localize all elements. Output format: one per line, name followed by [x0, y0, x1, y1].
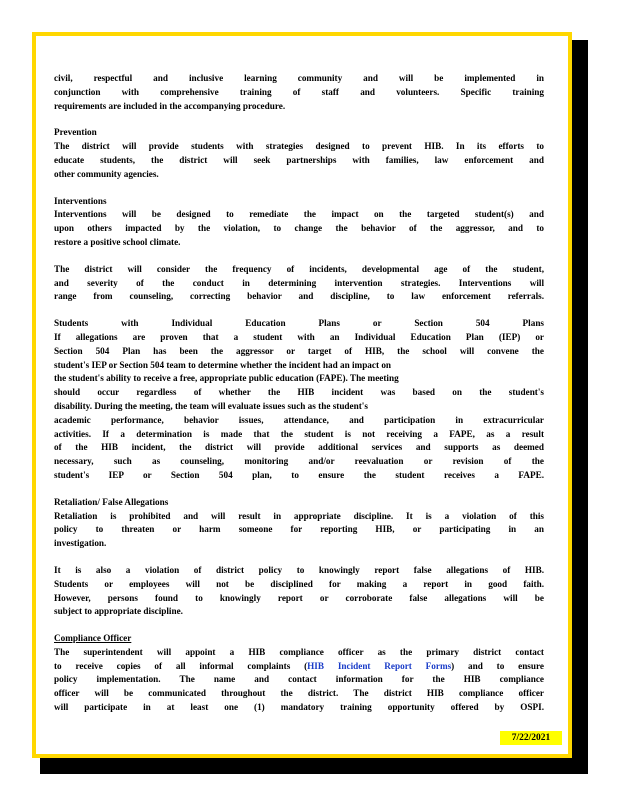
iep-section	[54, 317, 544, 483]
text-line: officer will be communicated throughout the district. The district HIB compliance officer	[54, 688, 544, 699]
text-line: educate students, the district will seek partnerships with families, law enforcement and	[54, 154, 544, 165]
frequency-paragraph	[54, 263, 544, 304]
prevention-section	[54, 126, 544, 181]
text-line: policy to threaten or harm someone for reporting HIB, or participating in an	[54, 524, 544, 535]
text-line: The district will consider the frequency of incidents, developmental age of the student,	[54, 263, 544, 274]
text-line: Retaliation is prohibited and will result in appropriate discipline. It is a violation of this	[54, 510, 544, 521]
text-line: should occur regardless of whether the HIB incident was based on the student's	[54, 387, 544, 398]
text-line: The superintendent will appoint a HIB compliance officer as the primary district contact	[54, 646, 544, 657]
text-line: If allegations are proven that a student with an Individual Education Plan (IEP) or	[54, 331, 544, 342]
text-fragment: ) and to ensure	[451, 660, 544, 671]
text-line: the student's ability to receive a free, appropriate public education (FAPE). The meeting	[54, 373, 399, 384]
text-line: Interventions will be designed to remediate the impact on the targeted student(s) and	[54, 209, 544, 220]
text-line: The district will provide students with strategies designed to prevent HIB. In its efforts to	[54, 141, 544, 152]
text-line: other community agencies.	[54, 168, 159, 179]
section-heading: Retaliation/ False Allegations	[54, 496, 169, 507]
text-line: disability. During the meeting, the team will evaluate issues such as the student's	[54, 400, 368, 411]
policy-text	[54, 72, 544, 728]
text-line: policy implementation. The name and contact information for the HIB compliance	[54, 674, 544, 685]
revision-date: 7/22/2021	[500, 731, 562, 745]
section-heading: Prevention	[54, 127, 97, 138]
text-line: civil, respectful and inclusive learning community and will be implemented in	[54, 73, 544, 83]
text-line: will participate in at least one (1) mandatory training opportunity offered by OSPI.	[54, 702, 544, 713]
retaliation-section	[54, 496, 544, 551]
text-line: range from counseling, correcting behavior and discipline, to law enforcement referrals.	[54, 291, 544, 302]
text-line: student's IEP or Section 504 team to determine whether the incident had an impact on	[54, 359, 392, 370]
intro-paragraph	[54, 72, 544, 113]
text-line: subject to appropriate discipline.	[54, 606, 183, 617]
text-line: activities. If a determination is made that the student is not receiving a FAPE, as a result	[54, 428, 544, 439]
text-line: investigation.	[54, 538, 107, 549]
text-line: requirements are included in the accompanying procedure.	[54, 100, 286, 111]
text-line: It is also a violation of district policy to knowingly report false allegations of HIB.	[54, 564, 544, 575]
hib-incident-report-forms-link[interactable]: HIB Incident Report Forms	[307, 660, 452, 671]
text-line: of the HIB incident, the district will provide additional services and supports as deemed	[54, 442, 544, 453]
text-line: student's IEP or Section 504 plan, to ensure the student receives a FAPE.	[54, 469, 544, 480]
text-line: Students or employees will not be disciplined for making a report in good faith.	[54, 578, 544, 589]
text-line	[54, 660, 544, 674]
text-line: academic performance, behavior issues, attendance, and participation in extracurricular	[54, 414, 544, 425]
text-line: conjunction with comprehensive training of staff and volunteers. Specific training	[54, 86, 544, 97]
section-heading: Compliance Officer	[54, 633, 132, 644]
text-line: restore a positive school climate.	[54, 236, 181, 247]
false-reports-paragraph	[54, 564, 544, 619]
interventions-section	[54, 195, 544, 250]
section-heading: Interventions	[54, 195, 107, 206]
section-heading: Students with Individual Education Plans or Section 504 Plans	[54, 318, 544, 329]
text-fragment: to receive copies of all informal complaints (	[54, 660, 308, 671]
text-line: necessary, such as counseling, monitoring and/or reevaluation or revision of the	[54, 456, 544, 467]
text-line: Section 504 Plan has been the aggressor or target of HIB, the school will convene the	[54, 345, 544, 356]
text-line: However, persons found to knowingly report or corroborate false allegations will be	[54, 592, 544, 603]
text-line: upon others impacted by the violation, to change the behavior of the aggressor, and to	[54, 223, 544, 234]
compliance-section	[54, 632, 544, 715]
text-line: and severity of the conduct in determining intervention strategies. Interventions will	[54, 277, 544, 288]
